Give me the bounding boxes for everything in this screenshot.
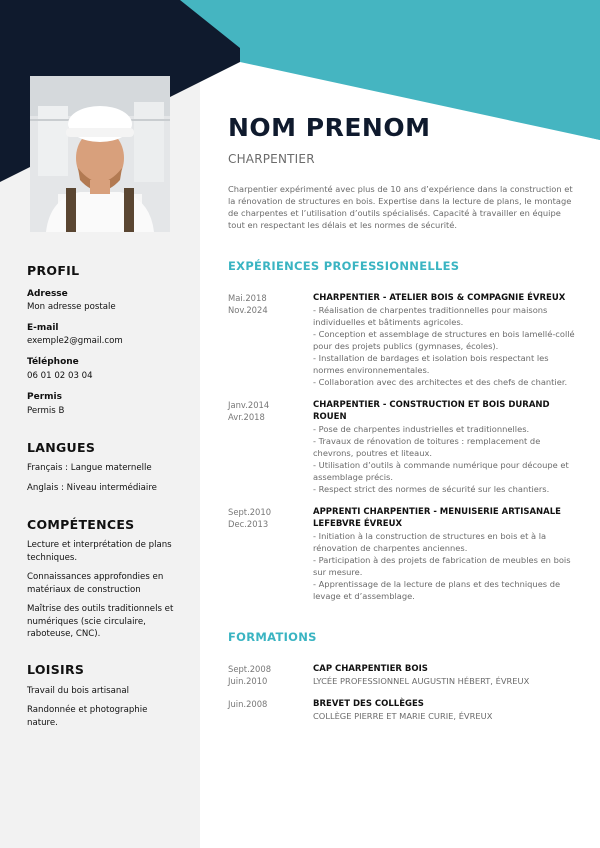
formation-title: BREVET DES COLLÈGES	[313, 699, 424, 709]
address-label: Adresse	[27, 289, 68, 299]
formation-school: LYCÉE PROFESSIONNEL AUGUSTIN HÉBERT, ÉVREUX	[313, 676, 530, 686]
experience-title: CHARPENTIER - CONSTRUCTION ET BOIS DURAND ROUEN	[313, 400, 550, 422]
formation-school: COLLÈGE PIERRE ET MARIE CURIE, ÉVREUX	[313, 711, 493, 721]
profile-summary: Charpentier expérimenté avec plus de 10 ans d’expérience dans la construction et la rénovation de structures en bois. Expertise dans la lecture de plans, le montage de charpentes et l’utilisation d’outils spécialisés. Capacité à travailler en équipe tout en respectant les délais et les normes de sécurité.	[228, 184, 573, 230]
address-value: Mon adresse postale	[27, 302, 116, 312]
formation-date	[228, 663, 308, 687]
experience-bullet: - Réalisation de charpentes traditionnelles pour maisons individuelles et bâtiments agricoles.	[313, 305, 548, 327]
experience-bullet: - Utilisation d’outils à commande numérique pour découpe et assemblage précis.	[313, 460, 569, 482]
job-title: CHARPENTIER	[228, 152, 315, 166]
experience-bullet: - Participation à des projets de fabrication de meubles en bois sur mesure.	[313, 555, 571, 577]
experience-date	[228, 506, 308, 530]
langues-heading: LANGUES	[27, 440, 96, 455]
langue-item: Anglais : Niveau intermédiaire	[27, 483, 157, 493]
permis-value: Permis B	[27, 406, 65, 416]
experience-heading: EXPÉRIENCES PROFESSIONNELLES	[228, 259, 460, 273]
date-end: Juin.2010	[228, 676, 268, 686]
loisir-item: Randonnée et photographie nature.	[27, 705, 148, 728]
date-end: Dec.2013	[228, 519, 269, 529]
profile-photo	[30, 76, 170, 232]
experience-bullet: - Collaboration avec des architectes et des chefs de chantier.	[313, 377, 568, 387]
profil-heading: PROFIL	[27, 263, 80, 278]
experience-date	[228, 292, 308, 316]
competence-item: Connaissances approfondies en matériaux de construction	[27, 572, 164, 595]
experience-title: APPRENTI CHARPENTIER - MENUISERIE ARTISANALE LEFEBVRE ÉVREUX	[313, 507, 561, 529]
date-start: Sept.2010	[228, 507, 272, 517]
loisirs-heading: LOISIRS	[27, 662, 85, 677]
experience-bullet: - Pose de charpentes industrielles et traditionnelles.	[313, 424, 530, 434]
formations-heading: FORMATIONS	[228, 630, 317, 644]
loisir-item: Travail du bois artisanal	[27, 686, 129, 696]
competence-item: Maîtrise des outils traditionnels et numériques (scie circulaire, raboteuse, CNC).	[27, 604, 174, 639]
experience-date	[228, 399, 308, 423]
phone-value: 06 01 02 03 04	[27, 371, 93, 381]
date-start: Mai.2018	[228, 293, 267, 303]
experience-item	[313, 399, 575, 495]
experience-item	[313, 506, 575, 602]
formation-item	[313, 698, 575, 722]
competences-heading: COMPÉTENCES	[27, 517, 135, 532]
formation-title: CAP CHARPENTIER BOIS	[313, 664, 428, 674]
experience-bullet: - Travaux de rénovation de toitures : remplacement de chevrons, poutres et liteaux.	[313, 436, 541, 458]
permis-label: Permis	[27, 392, 62, 402]
competence-item: Lecture et interprétation de plans techniques.	[27, 540, 172, 563]
date-end: Avr.2018	[228, 412, 265, 422]
date-start: Sept.2008	[228, 664, 272, 674]
person-name: NOM PRENOM	[228, 113, 431, 142]
phone-label: Téléphone	[27, 357, 79, 367]
experience-bullet: - Initiation à la construction de structures en bois et à la rénovation de charpentes anciennes.	[313, 531, 547, 553]
experience-bullet: - Apprentissage de la lecture de plans et des techniques de levage et d’assemblage.	[313, 579, 561, 601]
date-start: Juin.2008	[228, 699, 268, 709]
formation-date	[228, 698, 308, 710]
experience-bullet: - Installation de bardages et isolation bois respectant les normes environnementales.	[313, 353, 549, 375]
langue-item: Français : Langue maternelle	[27, 463, 152, 473]
date-start: Janv.2014	[228, 400, 270, 410]
experience-item	[313, 292, 575, 388]
experience-bullet: - Conception et assemblage de structures en bois lamellé-collé pour des projets publics (gymnases, écoles).	[313, 329, 575, 351]
date-end: Nov.2024	[228, 305, 268, 315]
experience-title: CHARPENTIER - ATELIER BOIS & COMPAGNIE ÉVREUX	[313, 293, 566, 303]
email-label: E-mail	[27, 323, 59, 333]
email-value: exemple2@gmail.com	[27, 336, 123, 346]
formation-item	[313, 663, 575, 687]
experience-bullet: - Respect strict des normes de sécurité sur les chantiers.	[313, 484, 550, 494]
